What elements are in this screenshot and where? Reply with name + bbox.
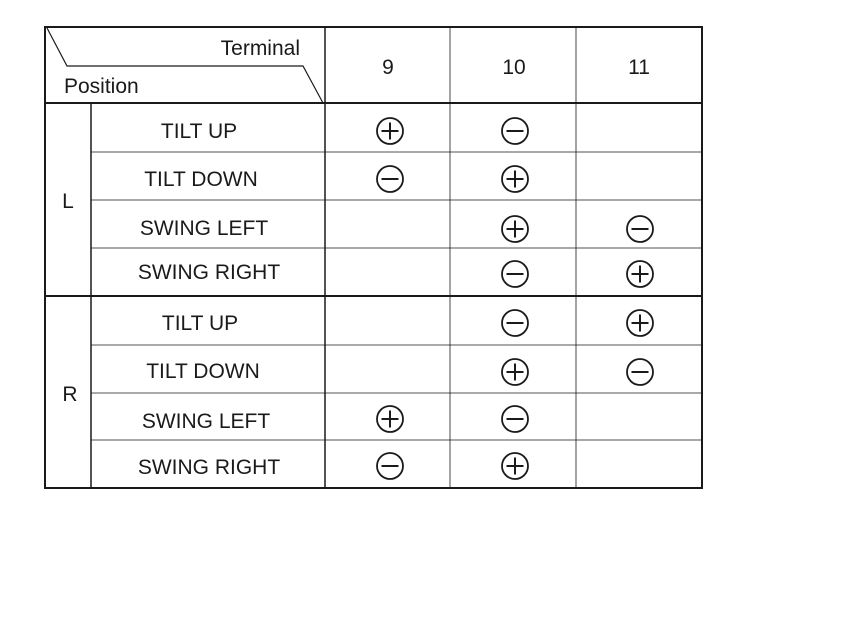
- position-label: TILT DOWN: [146, 360, 260, 383]
- negative-terminal-icon: [502, 261, 528, 287]
- terminal-header-10: 10: [502, 56, 526, 79]
- group-label-l: L: [62, 190, 74, 213]
- positive-terminal-icon: [627, 261, 653, 287]
- negative-terminal-icon: [502, 118, 528, 144]
- negative-terminal-icon: [502, 310, 528, 336]
- position-label: SWING RIGHT: [137, 261, 281, 284]
- negative-terminal-icon: [627, 359, 653, 385]
- terminal-header-9: 9: [382, 56, 394, 79]
- position-label: TILT UP: [161, 312, 239, 335]
- positive-terminal-icon: [502, 166, 528, 192]
- negative-terminal-icon: [502, 406, 528, 432]
- position-label: SWING RIGHT: [137, 456, 281, 479]
- positive-terminal-icon: [502, 216, 528, 242]
- position-row-title: Position: [64, 75, 139, 98]
- terminal-header-11: 11: [628, 56, 650, 79]
- positive-terminal-icon: [627, 310, 653, 336]
- negative-terminal-icon: [377, 453, 403, 479]
- position-label: SWING LEFT: [141, 410, 271, 433]
- negative-terminal-icon: [377, 166, 403, 192]
- polarity-symbols: [377, 118, 653, 479]
- positive-terminal-icon: [377, 118, 403, 144]
- positive-terminal-icon: [377, 406, 403, 432]
- positive-terminal-icon: [502, 359, 528, 385]
- group-label-r: R: [62, 383, 78, 406]
- terminal-column-title: Terminal: [220, 37, 300, 60]
- positive-terminal-icon: [502, 453, 528, 479]
- table-header: [47, 28, 650, 103]
- negative-terminal-icon: [627, 216, 653, 242]
- position-label: SWING LEFT: [139, 217, 269, 240]
- position-label: TILT UP: [160, 120, 238, 143]
- position-label: TILT DOWN: [144, 168, 258, 191]
